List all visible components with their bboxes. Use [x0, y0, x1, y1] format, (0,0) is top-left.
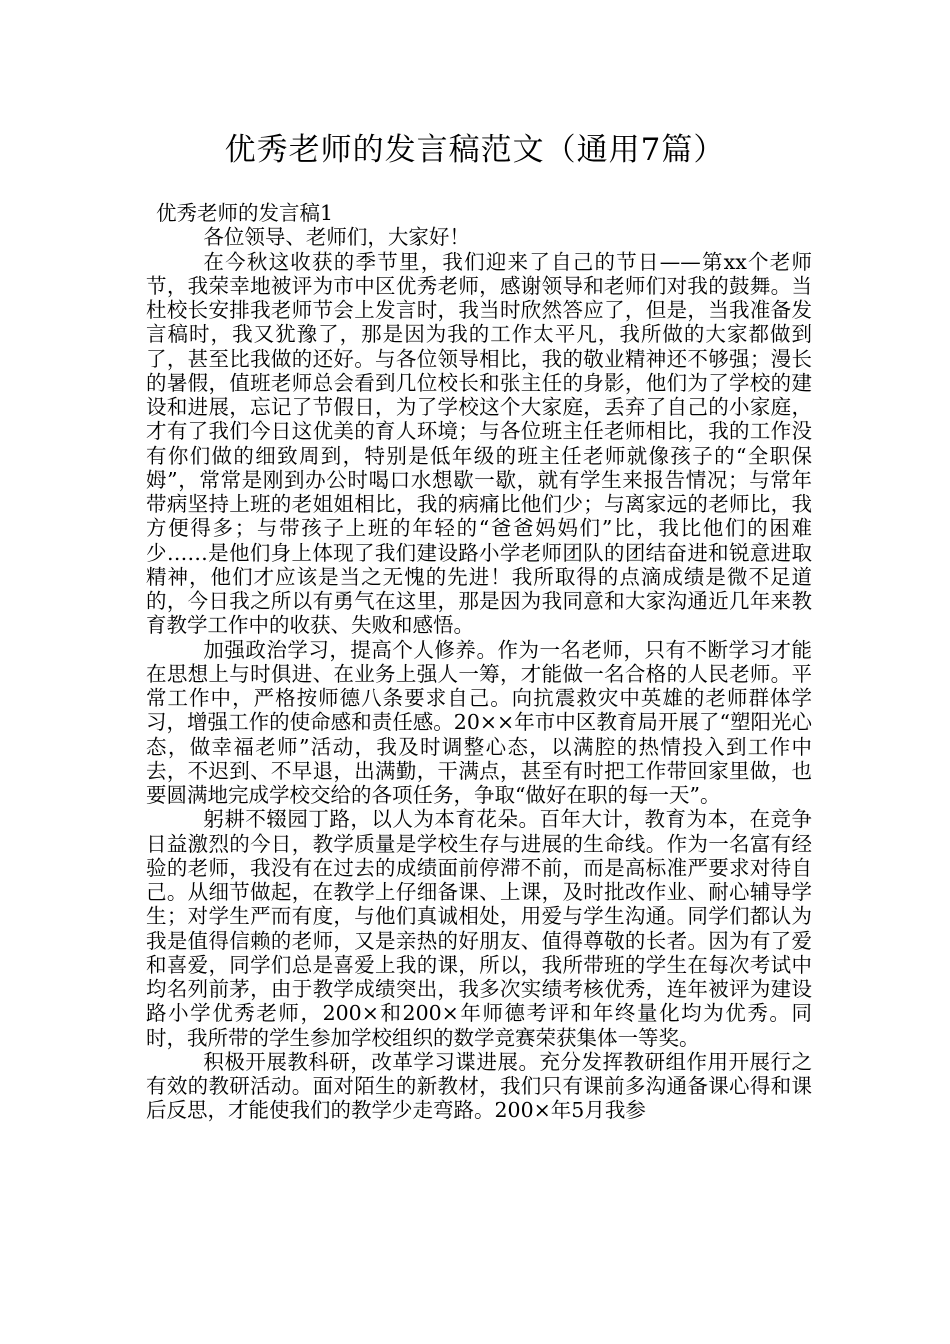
paragraph-2: 加强政治学习，提高个人修养。作为一名老师，只有不断学习才能在思想上与时俱进、在业务上强人一筹，才能做一名合格的人民老师。平常工作中，严格按师德八条要求自己。向抗震救灾中英雄的老师群体学习，增强工作的使命感和责任感。20××年市中区教育局开展了“塑阳光心态，做幸福老师”活动，我及时调整心态，以满腔的热情投入到工作中去，不迟到、不早退，出满勤，干满点，甚至有时把工作带回家里做，也要圆满地完成学校交给的各项任务，争取“做好在职的每一天”。: [146, 637, 812, 807]
document-title: 优秀老师的发言稿范文（通用7篇）: [224, 132, 726, 168]
paragraph-3: 躬耕不辍园丁路，以人为本育花朵。百年大计，教育为本，在竞争日益激烈的今日，教学质量是学校生存与进展的生命线。作为一名富有经验的老师，我没有在过去的成绩面前停滞不前，而是高标准严要求对待自己。从细节做起，在教学上仔细备课、上课，及时批改作业、耐心辅导学生；对学生严而有度，与他们真诚相处，用爱与学生沟通。同学们都认为我是值得信赖的老师，又是亲热的好朋友、值得尊敬的长者。因为有了爱和喜爱，同学们总是喜爱上我的课，所以，我所带班的学生在每次考试中均名列前茅，由于教学成绩突出，我多次实绩考核优秀，连年被评为建设路小学优秀老师，200×和200×年师德考评和年终量化均为优秀。同时，我所带的学生参加学校组织的数学竞赛荣获集体一等奖。: [146, 807, 812, 1050]
paragraph-greeting: 各位领导、老师们，大家好！: [203, 225, 470, 250]
document-body: [146, 201, 812, 1123]
paragraph-4: 积极开展教科研，改革学习谍进展。充分发挥教研组作用开展行之有效的教研活动。面对陌生的新教材，我们只有课前多沟通备课心得和课后反思，才能使我们的教学少走弯路。200×年5月我参: [146, 1049, 812, 1123]
section-heading: 优秀老师的发言稿1: [156, 201, 334, 225]
paragraph-1: 在今秋这收获的季节里，我们迎来了自己的节日——第xx个老师节，我荣幸地被评为市中区优秀老师，感谢领导和老师们对我的鼓舞。当杜校长安排我老师节会上发言时，我当时欣然答应了，但是，当我准备发言稿时，我又犹豫了，那是因为我的工作太平凡，我所做的大家都做到了，甚至比我做的还好。与各位领导相比，我的敬业精神还不够强；漫长的暑假，值班老师总会看到几位校长和张主任的身影，他们为了学校的建设和进展，忘记了节假日，为了学校这个大家庭，丢弃了自己的小家庭，才有了我们今日这优美的育人环境；与各位班主任老师相比，我的工作没有你们做的细致周到，特别是低年级的班主任老师就像孩子的“全职保姆”，常常是刚到办公时喝口水想歇一歇，就有学生来报告情况；与常年带病坚持上班的老姐姐相比，我的病痛比他们少；与离家远的老师比，我方便得多；与带孩子上班的年轻的“爸爸妈妈们”比，我比他们的困难少……是他们身上体现了我们建设路小学老师团队的团结奋进和锐意进取精神，他们才应该是当之无愧的先进！我所取得的点滴成绩是微不足道的，今日我之所以有勇气在这里，那是因为我同意和大家沟通近几年来教育教学工作中的收获、失败和感悟。: [146, 249, 812, 638]
